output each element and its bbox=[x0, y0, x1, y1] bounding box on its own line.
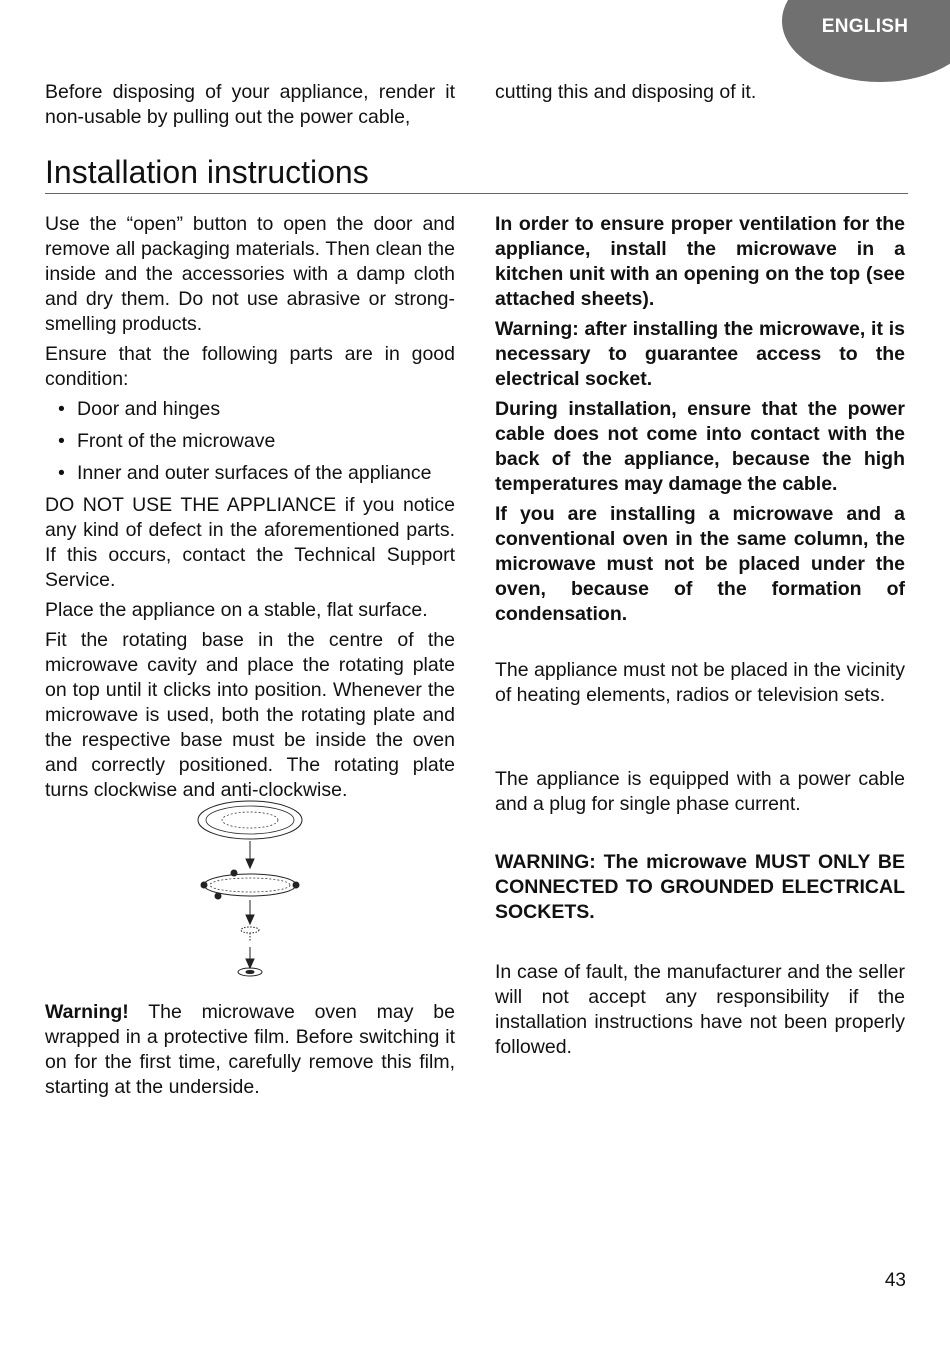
paragraph-fault: In case of fault, the manufacturer and the seller will not accept any responsibility if the installation instructions have not been properly followed. bbox=[495, 961, 905, 1058]
list-item: • Door and hinges bbox=[58, 398, 221, 420]
intro-right bbox=[495, 80, 905, 110]
list-item: • Front of the microwave bbox=[58, 430, 276, 452]
language-label: ENGLISH bbox=[821, 16, 909, 37]
bullet-icon: • bbox=[58, 398, 65, 420]
paragraph-ensure-parts: Ensure that the following parts are in good condition: bbox=[45, 343, 455, 390]
section-title: Installation instructions bbox=[45, 154, 369, 190]
warning-film bbox=[45, 1000, 455, 1105]
bullet-icon: • bbox=[58, 462, 65, 484]
paragraph-heating-elements-box bbox=[495, 658, 905, 713]
language-tab bbox=[782, 0, 950, 82]
paragraph-single-phase-box bbox=[495, 767, 905, 822]
intro-left bbox=[45, 80, 455, 135]
paragraph-single-phase: The appliance is equipped with a power cable and a plug for single phase current. bbox=[495, 768, 905, 815]
paragraph-do-not-use: DO NOT USE THE APPLIANCE if you notice any kind of defect in the aforementioned parts. If this occurs, contact the Technical Support Service. bbox=[45, 494, 455, 591]
paragraph-same-column: If you are installing a microwave and a conventional oven in the same column, the microwave must not be placed under the oven, because of the formation of condensation. bbox=[495, 503, 905, 625]
coupler-icon bbox=[241, 927, 259, 933]
bullet-icon: • bbox=[58, 430, 65, 452]
warning-text: The microwave oven may be wrapped in a protective film. Before switching it on for the first time, carefully remove this film, starting at the underside. bbox=[45, 1001, 455, 1098]
paragraph-grounded-box bbox=[495, 850, 905, 930]
intro-right-text: cutting this and disposing of it. bbox=[495, 81, 757, 103]
list-item: • Inner and outer surfaces of the appliance bbox=[58, 462, 432, 484]
right-column bbox=[495, 212, 905, 632]
parts-list bbox=[45, 397, 455, 486]
paragraph-heating-elements: The appliance must not be placed in the vicinity of heating elements, radios or television sets. bbox=[495, 659, 905, 706]
left-column bbox=[45, 212, 455, 808]
paragraph-stable-surface: Place the appliance on a stable, flat surface. bbox=[45, 599, 428, 621]
paragraph-grounded-warning: WARNING: The microwave MUST ONLY BE CONNECTED TO GROUNDED ELECTRICAL SOCKETS. bbox=[495, 851, 905, 923]
paragraph-ventilation: In order to ensure proper ventilation for the appliance, install the microwave in a kitchen unit with an opening on the top (see attached sheets). bbox=[495, 213, 905, 310]
title-divider bbox=[45, 193, 908, 194]
paragraph-rotating-base: Fit the rotating base in the centre of the microwave cavity and place the rotating plate on top until it clicks into position. Whenever the microwave is used, both the rotating plate and the respective base must be inside the oven and correctly positioned. The rotating plate turns clockwise and anti-clockwise. bbox=[45, 629, 455, 801]
warning-label: Warning! bbox=[45, 1001, 129, 1023]
paragraph-socket-access: Warning: after installing the microwave, it is necessary to guarantee access to the electrical socket. bbox=[495, 318, 905, 390]
paragraph-open-door: Use the “open” button to open the door and remove all packaging materials. Then clean the inside and the accessories with a damp cloth and dry them. Do not use abrasive or strong-smelling products. bbox=[45, 213, 455, 335]
turntable-assembly-diagram bbox=[190, 797, 310, 982]
page-number: 43 bbox=[884, 1270, 906, 1291]
paragraph-fault-box bbox=[495, 960, 905, 1065]
paragraph-power-cable: During installation, ensure that the power cable does not come into contact with the back of the appliance, because the high temperatures may damage the cable. bbox=[495, 398, 905, 495]
intro-left-text: Before disposing of your appliance, render it non-usable by pulling out the power cable, bbox=[45, 81, 455, 128]
rotating-plate-icon bbox=[198, 801, 302, 839]
